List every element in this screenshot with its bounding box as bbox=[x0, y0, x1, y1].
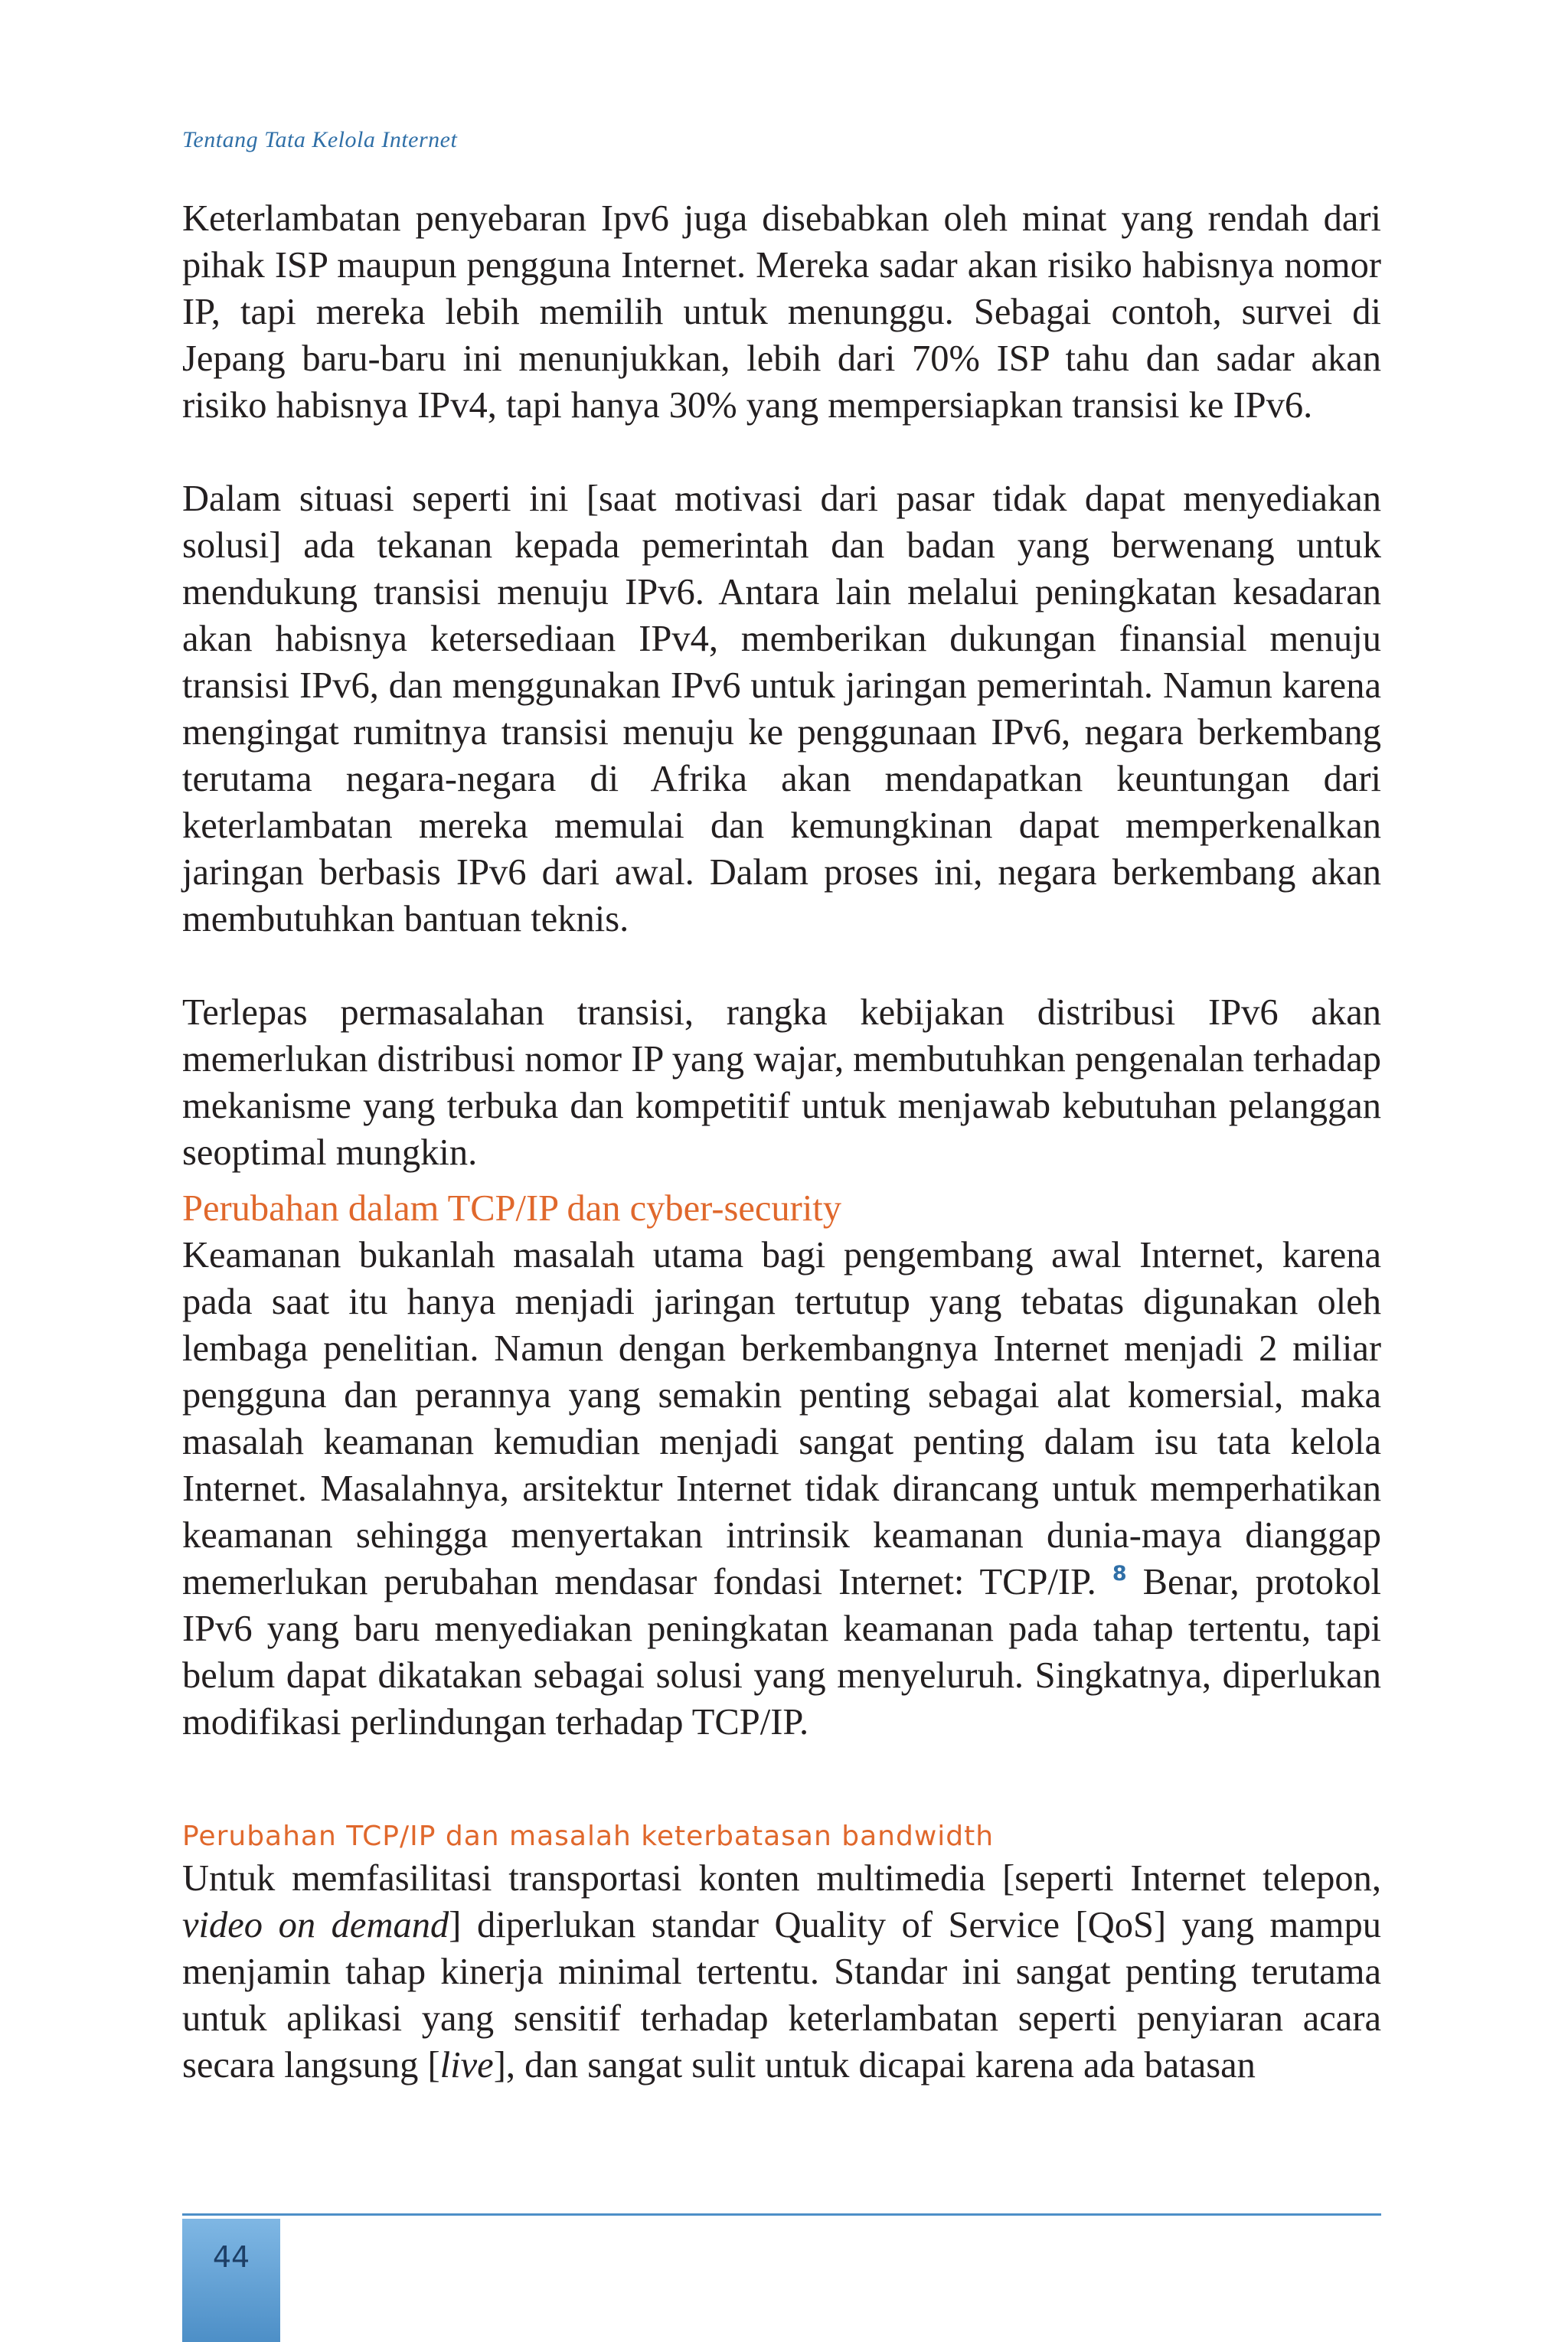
footnote-reference[interactable]: 8 bbox=[1112, 1562, 1127, 1586]
emphasis-text: live bbox=[439, 2045, 494, 2086]
footer-rule bbox=[182, 2213, 1381, 2216]
emphasis-text: video on demand bbox=[182, 1905, 449, 1945]
section-heading: Perubahan dalam TCP/IP dan cyber-security bbox=[182, 1188, 842, 1229]
paragraph bbox=[182, 1232, 1381, 1746]
page-body bbox=[182, 195, 1381, 2089]
paragraph-text: Benar, protokol IPv6 yang baru menyediakan peningkatan keamanan pada tahap tertentu, tapi belum dapat dikatakan sebagai solusi yang menyeluruh. Singkatnya, diperlukan modifikasi perlindungan terhadap TCP/IP. bbox=[182, 1562, 1382, 1743]
paragraph-text: ] diperlukan standar Quality of Service [QoS] yang mampu menjamin tahap kinerja minimal tertentu. Standar ini sangat penting terutama untuk aplikasi yang sensitif terhadap keterlambatan seperti penyiaran acara secara langsung [ bbox=[182, 1905, 1381, 2086]
paragraph-text: Untuk memfasilitasi transportasi konten multimedia [seperti Internet telepon, bbox=[182, 1858, 1381, 1899]
paragraph bbox=[182, 1855, 1381, 2089]
paragraph: Dalam situasi seperti ini [saat motivasi dari pasar tidak dapat menyediakan solusi] ada tekanan kepada pemerintah dan badan yang berwenang untuk mendukung transisi menuju IPv6. Antara lain melalui peningkatan kesadaran akan habisnya ketersediaan IPv4, memberikan dukungan finansial menuju transisi IPv6, dan menggunakan IPv6 untuk jaringan pemerintah. Namun karena mengingat rumitnya transisi menuju ke penggunaan IPv6, negara berkembang terutama negara-negara di Afrika akan mendapatkan keuntungan dari keterlambatan mereka memulai dan kemungkinan dapat memperkenalkan jaringan berbasis IPv6 dari awal. Dalam proses ini, negara berkembang akan membutuhkan bantuan teknis. bbox=[182, 479, 1381, 939]
paragraph: Terlepas permasalahan transisi, rangka kebijakan distribusi IPv6 akan memerlukan distribusi nomor IP yang wajar, membutuhkan pengenalan terhadap mekanisme yang terbuka dan kompetitif untuk menjawab kebutuhan pelanggan seoptimal mungkin. bbox=[182, 992, 1381, 1173]
paragraph-text: Keamanan bukanlah masalah utama bagi pengembang awal Internet, karena pada saat itu hanya menjadi jaringan tertutup yang tebatas digunakan oleh lembaga penelitian. Namun dengan berkembangnya Internet menjadi 2 miliar pengguna dan perannya yang semakin penting sebagai alat komersial, maka masalah keamanan kemudian menjadi sangat penting dalam isu tata kelola Internet. Masalahnya, arsitektur Internet tidak dirancang untuk memperhatikan keamanan sehingga menyertakan intrinsik keamanan dunia-maya dianggap memerlukan perubahan mendasar fondasi Internet: TCP/IP. bbox=[182, 1235, 1381, 1602]
page-number-tab bbox=[182, 2219, 280, 2342]
running-header: Tentang Tata Kelola Internet bbox=[182, 127, 458, 152]
subsection-heading: Perubahan TCP/IP dan masalah keterbatasan bandwidth bbox=[182, 1821, 995, 1852]
paragraph-text: ], dan sangat sulit untuk dicapai karena ada batasan bbox=[493, 2045, 1256, 2086]
paragraph: Keterlambatan penyebaran Ipv6 juga disebabkan oleh minat yang rendah dari pihak ISP maupun pengguna Internet. Mereka sadar akan risiko habisnya nomor IP, tapi mereka lebih memilih untuk menunggu. Sebagai contoh, survei di Jepang baru-baru ini menunjukkan, lebih dari 70% ISP tahu dan sadar akan risiko habisnya IPv4, tapi hanya 30% yang mempersiapkan transisi ke IPv6. bbox=[182, 198, 1381, 426]
page-number: 44 bbox=[212, 2240, 250, 2274]
